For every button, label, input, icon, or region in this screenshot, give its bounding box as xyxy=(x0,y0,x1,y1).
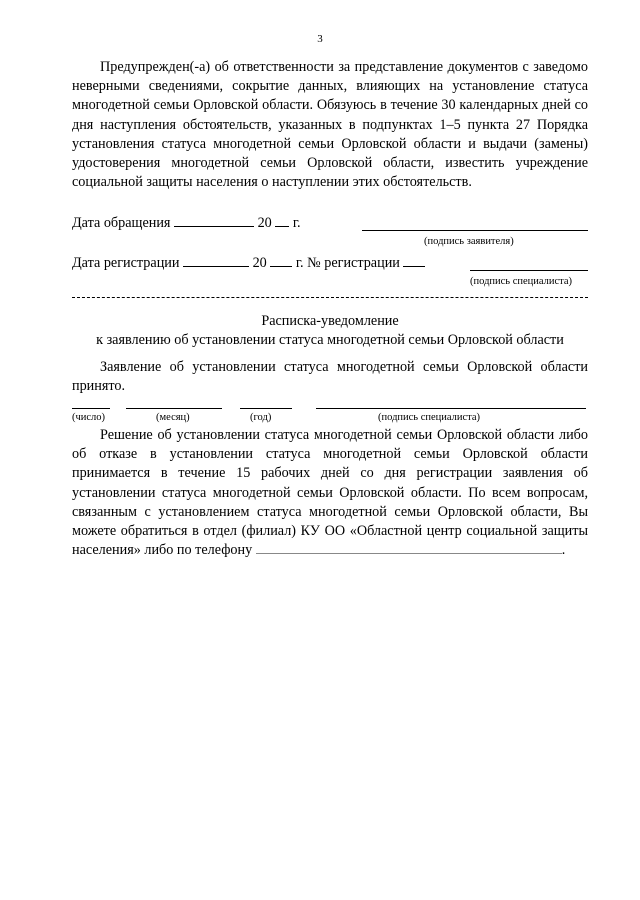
application-year-prefix: 20 xyxy=(257,215,272,231)
responsibility-warning-paragraph: Предупрежден(-а) об ответственности за представление документов с заведомо неверными сведениями, сокрытие данных, влияющих на установление статуса многодетной семьи Орловской области. Обязуюсь в течение 30 календарных дней со дня наступления обстоятельств, указанных в подпунктах 1–5 пункта 27 Порядка установления статуса многодетной семьи Орловской области и выдачи (замены) удостоверения многодетной семьи Орловской области, известить учреждение социальной защиты населения о наступлении этих обстоятельств. xyxy=(72,59,588,191)
registration-year-suffix: г. xyxy=(295,255,304,271)
receipt-subtitle: к заявлению об установлении статуса многодетной семьи Орловской области xyxy=(96,332,564,348)
receipt-title: Расписка-уведомление xyxy=(261,313,399,329)
registration-number-blank[interactable] xyxy=(403,253,425,267)
applicant-signature-caption: (подпись заявителя) xyxy=(424,236,514,247)
registration-year-prefix: 20 xyxy=(252,255,267,271)
application-year-blank[interactable] xyxy=(275,213,289,227)
decision-text: Решение об установлении статуса многодетной семьи Орловской области либо об отказе в установлении статуса многодетной семьи Орловской области принимается в течение 15 рабочих дней со дня регистрации заявления об установлении статуса многодетной семьи Орловской области. По всем вопросам, связанным с установлением статуса многодетной семьи Орловской области, Вы можете обратиться в отдел (филиал) КУ ОО «Областной центр социальной защиты населения» либо по телефону xyxy=(72,427,588,559)
year-blank[interactable] xyxy=(240,408,292,409)
receipt-accepted-text: Заявление об установлении статуса многодетной семьи Орловской области принято. xyxy=(72,359,588,395)
specialist-signature-line[interactable] xyxy=(470,270,588,271)
registration-date-line xyxy=(72,253,425,273)
application-year-suffix: г. xyxy=(292,215,301,231)
application-date-label: Дата обращения xyxy=(72,215,171,231)
decision-paragraph xyxy=(72,426,588,560)
page-number: 3 xyxy=(317,33,323,45)
receipt-signature-blank[interactable] xyxy=(316,408,586,409)
receipt-signature-caption: (подпись специалиста) xyxy=(378,412,481,423)
day-blank[interactable] xyxy=(72,408,110,409)
phone-end: . xyxy=(561,542,566,559)
registration-number-label: № регистрации xyxy=(307,255,400,271)
application-date-line xyxy=(72,213,301,233)
month-caption: (месяц) xyxy=(156,412,190,423)
day-caption: (число) xyxy=(72,412,106,423)
registration-year-blank[interactable] xyxy=(270,253,292,267)
applicant-signature-line[interactable] xyxy=(362,230,588,231)
application-date-blank[interactable] xyxy=(174,213,254,227)
cut-line xyxy=(72,297,588,298)
registration-date-label: Дата регистрации xyxy=(72,255,180,271)
phone-blank[interactable] xyxy=(256,542,562,554)
specialist-signature-caption: (подпись специалиста) xyxy=(470,276,573,287)
month-blank[interactable] xyxy=(126,408,222,409)
registration-date-blank[interactable] xyxy=(183,253,249,267)
year-caption: (год) xyxy=(250,412,272,423)
